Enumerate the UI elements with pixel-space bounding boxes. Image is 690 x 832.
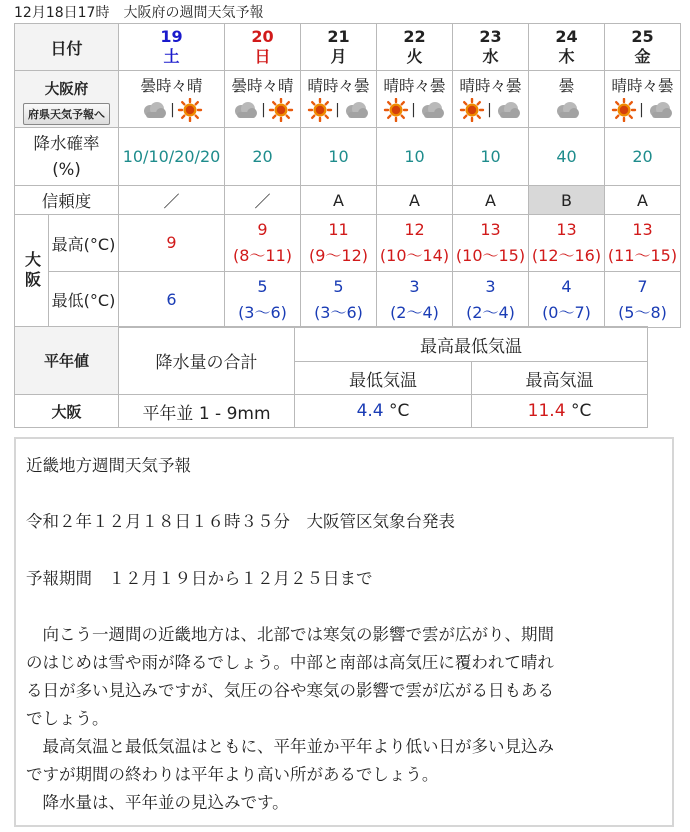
max-temp-cell (605, 215, 681, 272)
sun-icon (307, 98, 333, 122)
weather-icons (453, 98, 528, 122)
weather-text: 晴時々曇 (383, 77, 446, 95)
weather-text: 晴時々曇 (307, 77, 370, 95)
min-temp-range: (3〜6) (238, 302, 287, 322)
day-weekday: 土 (163, 47, 180, 66)
day-date-cell (377, 24, 453, 71)
weather-icons (605, 98, 680, 122)
weather-icons (529, 98, 604, 122)
day-weekday: 金 (634, 47, 651, 66)
day-weekday: 水 (482, 47, 499, 66)
max-temp-cell (529, 215, 605, 272)
forecast-text-line: 降水量は、平年並の見込みです。 (26, 793, 289, 812)
weather-text: 曇 (558, 77, 575, 95)
min-temp-cell (377, 272, 453, 328)
sun-icon (459, 98, 485, 122)
max-temp-normal-cell (472, 395, 648, 428)
pop-value: 10 (453, 128, 529, 186)
pop-label: 降水確率 (33, 133, 100, 153)
weather-cell (453, 71, 529, 128)
day-date-cell (605, 24, 681, 71)
pop-header-cell (15, 128, 119, 186)
normals-table (14, 326, 648, 428)
day-date-cell (119, 24, 225, 71)
region-label: 大阪 (22, 251, 42, 291)
reliability-header: 信頼度 (15, 186, 119, 215)
min-temp-normal-header: 最低気温 (295, 362, 472, 395)
sun-icon (268, 98, 294, 122)
reliability-value: A (301, 186, 377, 215)
max-temp: 13 (556, 220, 577, 239)
min-temp-range: (2〜4) (390, 302, 439, 322)
min-temp-normal-cell (295, 395, 472, 428)
forecast-text-period: 予報期間 １２月１９日から１２月２５日まで (26, 569, 373, 588)
day-date: 22 (403, 27, 426, 46)
pref-name: 大阪府 (44, 81, 89, 98)
max-temp-range: (10〜14) (379, 246, 450, 265)
forecast-text-line: 向こう一週間の近畿地方は、北部では寒気の影響で雲が広がり、期間 (26, 625, 554, 644)
min-temp-range: (3〜6) (314, 302, 363, 322)
min-temp-range: (2〜4) (466, 302, 515, 322)
page-header: 12月18日17時 大阪府の週間天気予報 (14, 5, 264, 21)
max-temp-range: (9〜12) (308, 246, 369, 265)
cloud-icon (231, 98, 259, 122)
weather-text: 晴時々曇 (611, 77, 674, 95)
pop-unit: (%) (52, 159, 81, 179)
day-date: 21 (327, 27, 350, 46)
forecast-text-title: 近畿地方週間天気予報 (26, 456, 191, 475)
day-weekday: 火 (406, 47, 423, 66)
temp-unit: °C (570, 401, 592, 421)
forecast-text-panel (14, 437, 674, 827)
pop-value: 10 (301, 128, 377, 186)
cloud-icon (553, 98, 581, 122)
max-temp-range: (11〜15) (607, 246, 678, 265)
max-temp: 13 (632, 220, 653, 239)
day-date: 24 (555, 27, 578, 46)
day-date: 23 (479, 27, 502, 46)
reliability-value: ／ (225, 186, 301, 215)
min-temp: 5 (257, 276, 268, 296)
reliability-value: A (453, 186, 529, 215)
min-temp: 6 (166, 289, 177, 309)
weekly-forecast-table (14, 23, 681, 328)
weather-icons (301, 98, 376, 122)
normals-region: 大阪 (15, 395, 119, 428)
region-label-cell (15, 215, 49, 328)
weather-text: 曇時々晴 (140, 77, 203, 95)
day-date: 25 (631, 27, 654, 46)
max-temp: 9 (257, 220, 268, 239)
max-temp-range: (10〜15) (455, 246, 526, 265)
max-temp-range: (8〜11) (232, 246, 293, 265)
min-temp-range: (5〜8) (618, 302, 667, 322)
max-temp-cell (453, 215, 529, 272)
day-date-cell (225, 24, 301, 71)
pop-value: 10/10/20/20 (119, 128, 225, 186)
max-temp-normal-header: 最高気温 (472, 362, 648, 395)
cloud-icon (646, 98, 674, 122)
weather-separator: | (487, 102, 492, 118)
forecast-text-line: る日が多い見込みですが、気圧の谷や寒気の影響で雲が広がる日もある (26, 681, 554, 700)
pop-value: 40 (529, 128, 605, 186)
weather-separator: | (639, 102, 644, 118)
sun-icon (383, 98, 409, 122)
weather-separator: | (335, 102, 340, 118)
max-temp-range: (12〜16) (531, 246, 602, 265)
weather-cell (377, 71, 453, 128)
max-temp-cell (301, 215, 377, 272)
min-temp-cell (119, 272, 225, 328)
max-temp-header: 最高(°C) (49, 215, 119, 272)
temp-unit: °C (389, 401, 410, 421)
forecast-text-line: のはじめは雪や雨が降るでしょう。中部と南部は高気圧に覆われて晴れ (26, 653, 554, 672)
cloud-icon (342, 98, 370, 122)
day-weekday: 日 (254, 47, 271, 66)
temp-header: 最高最低気温 (295, 327, 648, 362)
min-temp-header: 最低(°C) (49, 272, 119, 328)
weather-icons (119, 98, 224, 122)
reliability-value: A (377, 186, 453, 215)
min-temp-cell (225, 272, 301, 328)
precip-normal-value: 平年並 1 - 9mm (119, 395, 295, 428)
normals-header: 平年値 (15, 327, 119, 395)
day-date-cell (453, 24, 529, 71)
reliability-value: ／ (119, 186, 225, 215)
min-temp: 4 (561, 276, 572, 296)
weather-text: 曇時々晴 (231, 77, 294, 95)
forecast-text-line: 最高気温と最低気温はともに、平年並か平年より低い日が多い見込み (26, 737, 554, 756)
cloud-icon (140, 98, 168, 122)
min-temp: 3 (485, 276, 496, 296)
max-temp: 9 (166, 233, 177, 252)
weather-separator: | (261, 102, 266, 118)
day-date: 19 (160, 27, 183, 46)
weather-separator: | (170, 102, 175, 118)
min-temp: 7 (637, 276, 648, 296)
weather-cell (529, 71, 605, 128)
day-date-cell (529, 24, 605, 71)
reliability-value: A (605, 186, 681, 215)
date-header: 日付 (15, 24, 119, 71)
weather-separator: | (411, 102, 416, 118)
weather-cell (605, 71, 681, 128)
weather-cell (119, 71, 225, 128)
pop-value: 20 (225, 128, 301, 186)
min-temp-cell (453, 272, 529, 328)
max-temp: 11 (328, 220, 349, 239)
weather-icons (225, 98, 300, 122)
weather-cell (225, 71, 301, 128)
day-weekday: 木 (558, 47, 575, 66)
forecast-text-line: でしょう。 (26, 709, 109, 728)
sun-icon (611, 98, 637, 122)
precip-total-header: 降水量の合計 (119, 327, 295, 395)
min-temp: 5 (333, 276, 344, 296)
max-temp-cell (225, 215, 301, 272)
day-weekday: 月 (330, 47, 347, 66)
pref-forecast-button[interactable]: 府県天気予報へ (23, 103, 110, 125)
reliability-value: B (529, 186, 605, 215)
max-temp-cell (119, 215, 225, 272)
pref-header-cell (15, 71, 119, 128)
forecast-text-line: ですが期間の終わりは平年より高い所があるでしょう。 (26, 765, 439, 784)
forecast-text-issued: 令和２年１２月１８日１６時３５分 大阪管区気象台発表 (26, 512, 455, 531)
sun-icon (177, 98, 203, 122)
max-temp-normal-value: 11.4 (527, 401, 566, 421)
weather-text: 晴時々曇 (459, 77, 522, 95)
max-temp: 12 (404, 220, 425, 239)
min-temp-range: (0〜7) (542, 302, 591, 322)
min-temp-normal-value: 4.4 (356, 401, 384, 421)
pop-value: 20 (605, 128, 681, 186)
min-temp-cell (301, 272, 377, 328)
cloud-icon (418, 98, 446, 122)
day-date-cell (301, 24, 377, 71)
cloud-icon (494, 98, 522, 122)
min-temp-cell (529, 272, 605, 328)
max-temp: 13 (480, 220, 501, 239)
weather-cell (301, 71, 377, 128)
weather-icons (377, 98, 452, 122)
day-date: 20 (251, 27, 274, 46)
min-temp: 3 (409, 276, 420, 296)
pop-value: 10 (377, 128, 453, 186)
min-temp-cell (605, 272, 681, 328)
max-temp-cell (377, 215, 453, 272)
